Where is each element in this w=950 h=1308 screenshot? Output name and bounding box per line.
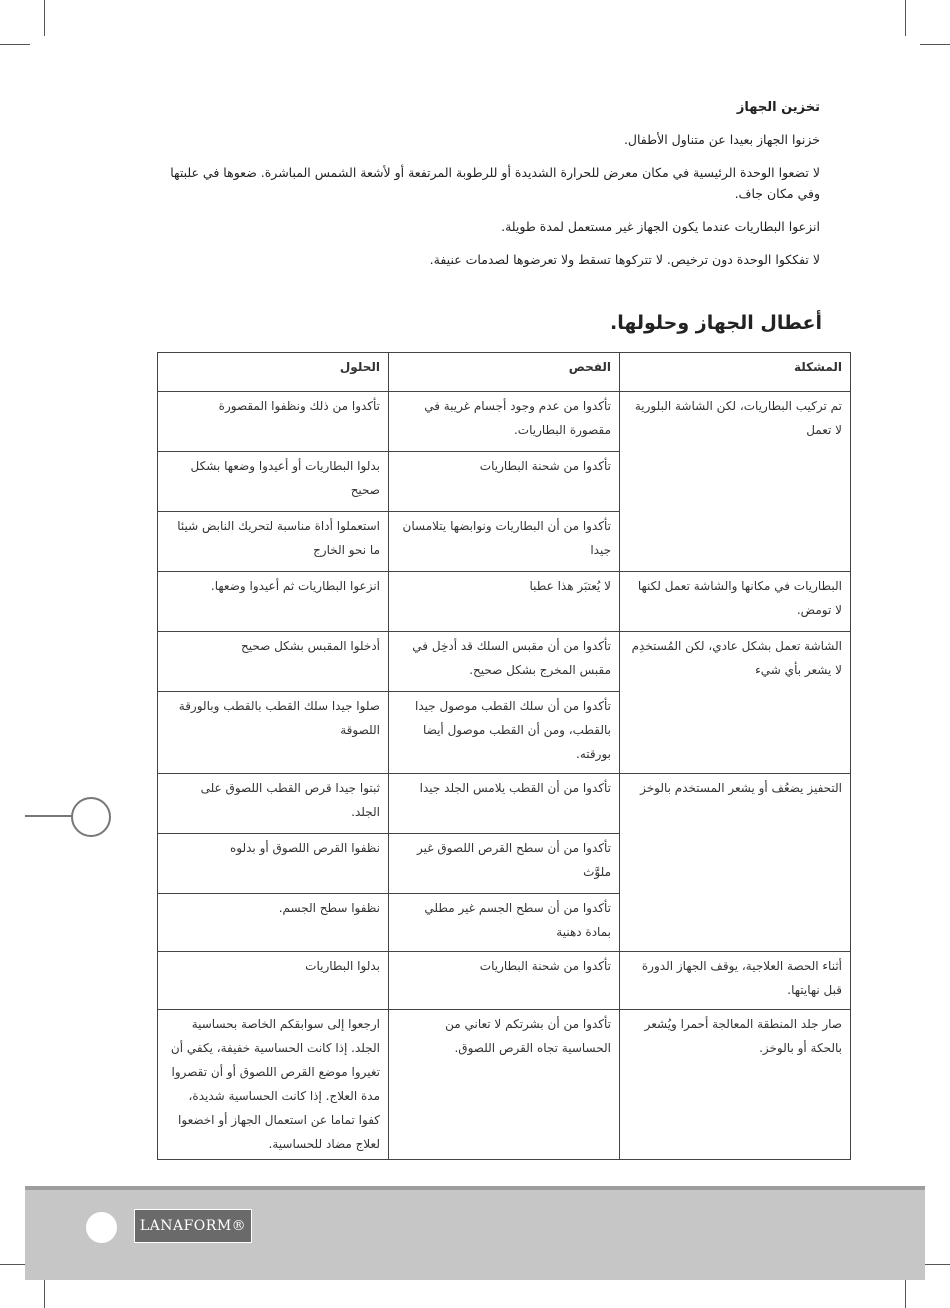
check-cell: تأكدوا من أن سطح القرص اللصوق غير ملوَّث [389, 834, 620, 894]
troubleshooting-table [157, 352, 851, 1160]
problem-cell: صار جلد المنطقة المعالجة أحمرا ويُشعر بالحكة أو بالوخز. [620, 1010, 851, 1160]
solution-cell: انزعوا البطاريات ثم أعيدوا وضعها. [158, 572, 389, 632]
table-row [158, 392, 851, 452]
storage-paragraph: انزعوا البطاريات عندما يكون الجهاز غير مستعمل لمدة طويلة. [501, 219, 820, 234]
header-problem: المشكلة [620, 353, 851, 392]
check-cell: تأكدوا من أن سطح الجسم غير مطلي بمادة دهنية [389, 894, 620, 952]
side-tab-marker [71, 797, 111, 837]
check-cell: تأكدوا من عدم وجود أجسام غريبة في مقصورة البطاريات. [389, 392, 620, 452]
problem-cell: أثناء الحصة العلاجية، يوقف الجهاز الدورة قبل نهايتها. [620, 952, 851, 1010]
table-header-row [158, 353, 851, 392]
table-row [158, 952, 851, 1010]
solution-cell: بدلوا البطاريات [158, 952, 389, 1010]
lanaform-logo: LANAFORM® [134, 1209, 252, 1243]
crop-mark [920, 44, 950, 45]
crop-mark [0, 44, 30, 45]
solution-cell: ارجعوا إلى سوابقكم الخاصة بحساسية الجلد. إذا كانت الحساسية خفيفة، يكفي أن تغيروا موضع القرص اللصوق أو أن تقصروا مدة العلاج. إذا كانت الحساسية شديدة، كفوا تماما عن استعمال الجهاز أو اخضعوا لعلاج مضاد للحساسية. [158, 1010, 389, 1160]
storage-paragraph: لا تضعوا الوحدة الرئيسية في مكان معرض للحرارة الشديدة أو للرطوبة المرتفعة أو لأشعة الشمس المباشرة. ضعوها في علبتها وفي مكان جاف. [170, 165, 820, 201]
problem-cell: التحفيز يضعُف أو يشعر المستخدم بالوخز [620, 774, 851, 952]
solution-cell: نظفوا سطح الجسم. [158, 894, 389, 952]
check-cell: تأكدوا من أن القطب يلامس الجلد جيدا [389, 774, 620, 834]
solution-cell: ثبتوا جيدا قرص القطب اللصوق على الجلد. [158, 774, 389, 834]
storage-section [150, 100, 820, 282]
solution-cell: استعملوا أداة مناسبة لتحريك النابض شيئا ما نحو الخارج [158, 512, 389, 572]
check-cell: تأكدوا من أن سلك القطب موصول جيدا بالقطب، ومن أن القطب موصول أيضا بورقته. [389, 692, 620, 774]
solution-cell: تأكدوا من ذلك ونظفوا المقصورة [158, 392, 389, 452]
side-tab-line [25, 815, 73, 817]
page-number-dot [86, 1212, 117, 1243]
check-cell: تأكدوا من أن البطاريات ونوابضها يتلامسان جيدا [389, 512, 620, 572]
header-check: الفحص [389, 353, 620, 392]
check-cell: تأكدوا من أن مقبس السلك قد أدخِل في مقبس المخرج بشكل صحيح. [389, 632, 620, 692]
check-cell: لا يُعتبَر هذا عطبا [389, 572, 620, 632]
crop-mark [905, 0, 906, 36]
storage-title: تخزين الجهاز [736, 100, 820, 115]
storage-paragraph: خزنوا الجهاز بعيدا عن متناول الأطفال. [623, 132, 820, 147]
table-row [158, 572, 851, 632]
solution-cell: صلوا جيدا سلك القطب بالقطب وبالورقة اللصوقة [158, 692, 389, 774]
check-cell: تأكدوا من شحنة البطاريات [389, 952, 620, 1010]
table-row [158, 1010, 851, 1160]
problem-cell: تم تركيب البطاريات، لكن الشاشة البلورية لا تعمل [620, 392, 851, 572]
problem-cell: الشاشة تعمل بشكل عادي، لكن المُستخدِم لا يشعر بأي شيء [620, 632, 851, 774]
storage-paragraph: لا تفككوا الوحدة دون ترخيص. لا تتركوها تسقط ولا تعرضوها لصدمات عنيفة. [429, 252, 820, 267]
troubleshooting-title: أعطال الجهاز وحلولها. [609, 312, 822, 334]
check-cell: تأكدوا من أن بشرتكم لا تعاني من الحساسية تجاه القرص اللصوق. [389, 1010, 620, 1160]
check-cell: تأكدوا من شحنة البطاريات [389, 452, 620, 512]
table-row [158, 632, 851, 692]
solution-cell: بدلوا البطاريات أو أعيدوا وضعها بشكل صحيح [158, 452, 389, 512]
solution-cell: نظفوا القرص اللصوق أو بدلوه [158, 834, 389, 894]
header-solution: الحلول [158, 353, 389, 392]
table-row [158, 774, 851, 834]
solution-cell: أدخلوا المقبس بشكل صحيح [158, 632, 389, 692]
crop-mark [44, 0, 45, 36]
problem-cell: البطاريات في مكانها والشاشة تعمل لكنها لا تومض. [620, 572, 851, 632]
